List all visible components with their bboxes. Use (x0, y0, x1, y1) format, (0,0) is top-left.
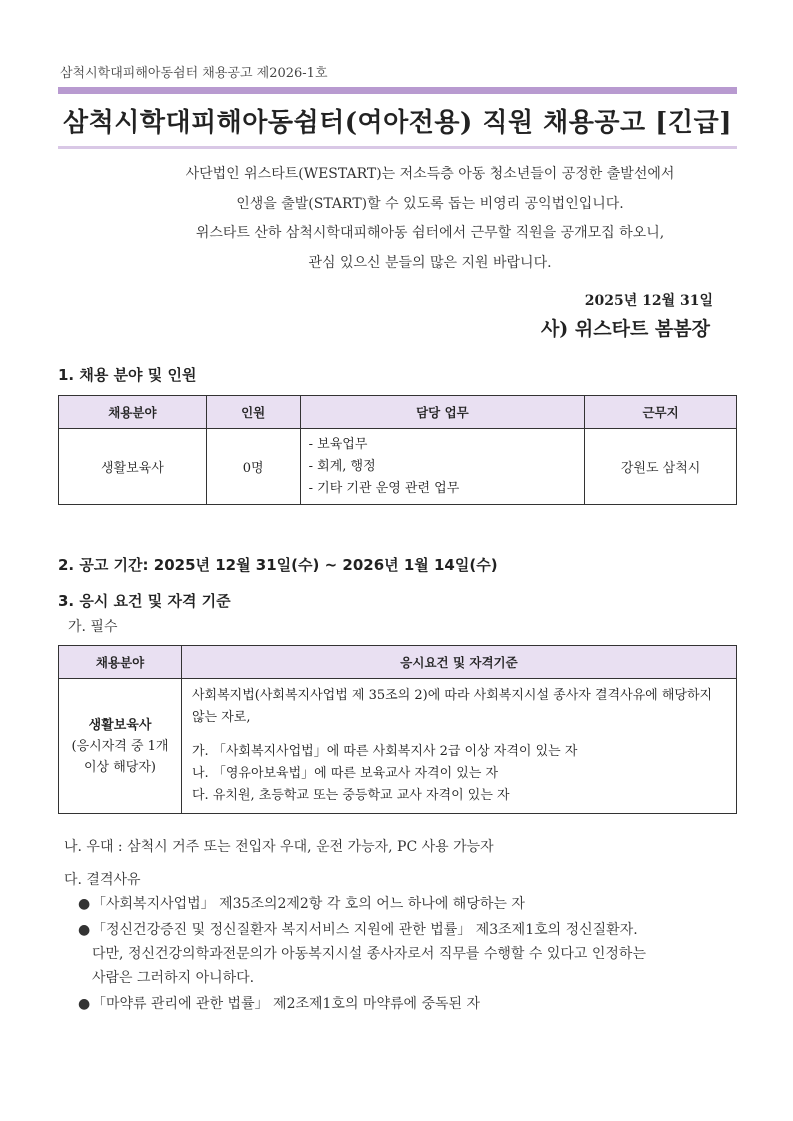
intro-line: 관심 있으신 분들의 많은 지원 바랍니다. (308, 254, 552, 271)
section-1-heading: 1. 채용 분야 및 인원 (58, 366, 197, 384)
count-cell: 0명 (206, 429, 300, 505)
column-header: 근무지 (585, 396, 737, 429)
bullet-icon: ● (78, 896, 91, 912)
table-header-row (59, 646, 737, 679)
column-header: 채용분야 (59, 396, 207, 429)
intro-line: 사단법인 위스타트(WESTART)는 저소득층 아동 청소년들이 공정한 출발선에서 (185, 166, 675, 182)
positions-table (58, 395, 737, 505)
list-item-text: 「정신건강증진 및 정신질환자 복지서비스 지원에 관한 법률」 제3조제1호의 정신질환자. (92, 922, 638, 938)
intro-paragraph (130, 160, 730, 278)
requirements-cell (182, 679, 737, 814)
field-name: 생활보육사 (88, 717, 152, 733)
requirement-item: 가. 「사회복지사업법」에 따른 사회복지사 2급 이상 자격이 있는 자 (192, 744, 578, 759)
title-top-rule (58, 87, 737, 94)
preference-line: 나. 우대 : 삼척시 거주 또는 전입자 우대, 운전 가능자, PC 사용 가능자 (64, 839, 494, 855)
column-header: 담당 업무 (300, 396, 585, 429)
table-row (59, 429, 737, 505)
location-cell: 강원도 삼척시 (585, 429, 737, 505)
duty-item: - 기타 기관 운영 관련 업무 (308, 480, 460, 496)
requirement-item: 다. 유치원, 초등학교 또는 중등학교 교사 자격이 있는 자 (192, 788, 510, 803)
column-header: 인원 (206, 396, 300, 429)
list-item-continuation: 다만, 정신건강의학과전문의가 아동복지시설 종사자로서 직무를 수행할 수 있다고 인정하는 (92, 946, 646, 962)
section-2-heading: 2. 공고 기간: 2025년 12월 31일(수) ~ 2026년 1월 14일(수) (58, 556, 498, 574)
duty-item: - 보육업무 (308, 436, 368, 452)
table-row (59, 679, 737, 814)
field-cell: 생활보육사 (59, 429, 207, 505)
field-cell (59, 679, 182, 814)
column-header: 응시요건 및 자격기준 (182, 646, 737, 679)
page-title: 삼척시학대피해아동쉼터(여아전용) 직원 채용공고 [긴급] (62, 108, 733, 138)
list-item-text: 「사회복지사업법」 제35조의2제2항 각 호의 어느 하나에 해당하는 자 (92, 896, 525, 912)
bullet-icon: ● (78, 996, 91, 1012)
organization-name: 사) 위스타트 봄봄장 (540, 318, 710, 340)
list-item-text: 「마약류 관리에 관한 법률」 제2조제1호의 마약류에 중독된 자 (92, 996, 481, 1012)
list-item (78, 892, 646, 916)
field-note: (응시자격 중 1개 (71, 738, 169, 754)
intro-line: 위스타트 산하 삼척시학대피해아동 쉼터에서 근무할 직원을 공개모집 하오니, (195, 225, 665, 241)
list-item-continuation: 사람은 그러하지 아니하다. (92, 970, 255, 986)
table-header-row (59, 396, 737, 429)
requirements-table (58, 645, 737, 814)
bullet-icon: ● (78, 922, 91, 938)
column-header: 채용분야 (59, 646, 182, 679)
requirement-item: 나. 「영유아보육법」에 따른 보육교사 자격이 있는 자 (192, 766, 499, 781)
disqualification-list (78, 892, 646, 1016)
list-item (78, 918, 646, 942)
field-note: 이상 해당자) (84, 759, 156, 775)
intro-line: 인생을 출발(START)할 수 있도록 돕는 비영리 공익법인입니다. (236, 195, 624, 212)
requirement-intro: 사회복지법(사회복지사업법 제 35조의 2)에 따라 사회복지시설 종사자 결격사유에 해당하지 않는 자로, (192, 688, 713, 725)
announcement-date: 2025년 12월 31일 (584, 293, 713, 309)
list-item (78, 992, 646, 1016)
document-number: 삼척시학대피해아동쉼터 채용공고 제2026-1호 (60, 66, 328, 81)
title-bottom-rule (58, 146, 737, 149)
duty-item: - 회계, 행정 (308, 458, 376, 474)
subsection-required: 가. 필수 (68, 619, 118, 635)
duties-cell (300, 429, 585, 505)
subsection-disqualification: 다. 결격사유 (64, 872, 141, 888)
section-3-heading: 3. 응시 요건 및 자격 기준 (58, 592, 231, 610)
